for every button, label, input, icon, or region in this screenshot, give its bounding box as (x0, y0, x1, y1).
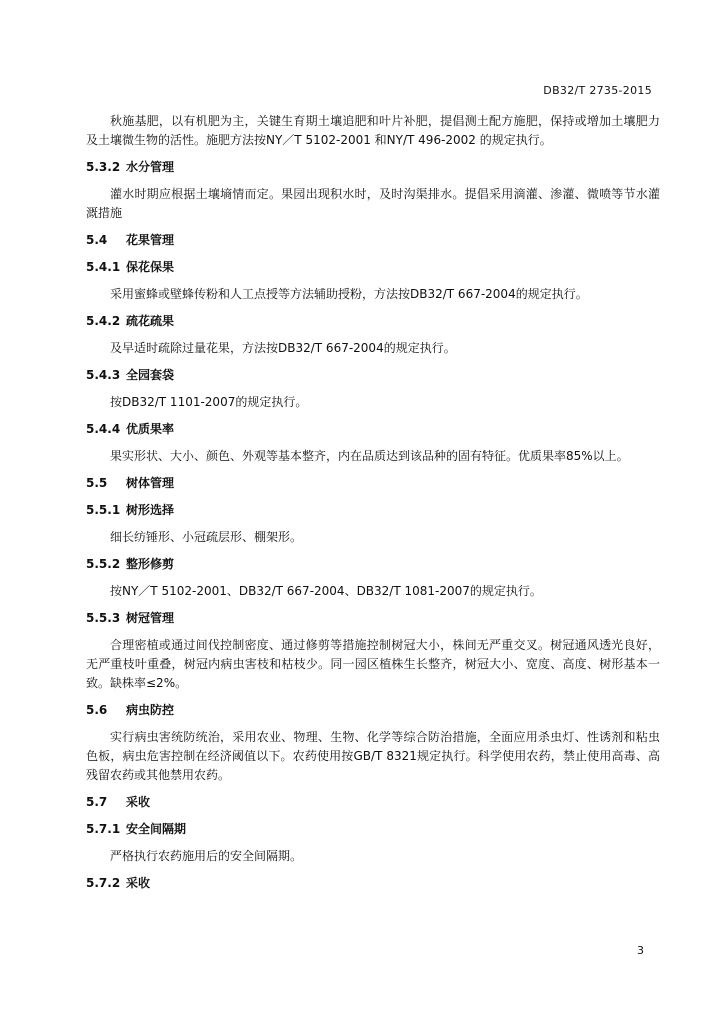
section-heading (86, 420, 660, 439)
section-heading (86, 366, 660, 385)
section-title: 保花保果 (126, 260, 175, 274)
section-title: 采收 (126, 876, 151, 890)
section-title: 树冠管理 (126, 611, 175, 625)
paragraph: 秋施基肥，以有机肥为主，关键生育期土壤追肥和叶片补肥，提倡测土配方施肥，保持或增加土壤肥力及土壤微生物的活性。施肥方法按NY／T 5102-2001 和NY/T 496-2002 的规定执行。 (86, 114, 660, 147)
paragraph: 按NY／T 5102-2001、DB32/T 667-2004、DB32/T 1081-2007的规定执行。 (110, 584, 542, 598)
section-heading (86, 312, 660, 331)
section-heading (86, 874, 660, 893)
paragraph: 灌水时期应根据土壤墒情而定。果园出现积水时，及时沟渠排水。提倡采用滴灌、渗灌、微喷等节水灌溉措施 (86, 187, 660, 220)
section-title: 整形修剪 (126, 557, 175, 571)
section-number: 5.6 (86, 703, 108, 717)
section-title: 优质果率 (126, 422, 175, 436)
section-number: 5.5 (86, 476, 108, 490)
paragraph: 采用蜜蜂或壁蜂传粉和人工点授等方法辅助授粉，方法按DB32/T 667-2004的规定执行。 (110, 287, 588, 301)
section-heading (86, 793, 660, 812)
section-heading (86, 474, 660, 493)
paragraph: 及早适时疏除过量花果，方法按DB32/T 667-2004的规定执行。 (110, 341, 456, 355)
document-code: DB32/T 2735-2015 (543, 84, 652, 97)
section-number: 5.7 (86, 795, 108, 809)
paragraph: 严格执行农药施用后的安全间隔期。 (110, 849, 303, 863)
section-title: 水分管理 (126, 160, 175, 174)
section-number: 5.5.1 (86, 503, 121, 517)
section-number: 5.4.4 (86, 422, 121, 436)
section-number: 5.4.1 (86, 260, 121, 274)
section-title: 花果管理 (126, 233, 175, 247)
section-heading (86, 701, 660, 720)
paragraph: 按DB32/T 1101-2007的规定执行。 (110, 395, 308, 409)
section-title: 安全间隔期 (126, 822, 187, 836)
section-number: 5.5.3 (86, 611, 121, 625)
section-heading (86, 231, 660, 250)
paragraph: 合理密植或通过间伐控制密度、通过修剪等措施控制树冠大小，株间无严重交叉。树冠通风透光良好，无严重枝叶重叠，树冠内病虫害枝和枯枝少。同一园区植株生长整齐，树冠大小、宽度、高度、树形基本一致。缺株率≤2%。 (86, 638, 660, 690)
section-heading (86, 609, 660, 628)
section-title: 病虫防控 (126, 703, 175, 717)
document-body (86, 112, 660, 901)
paragraph: 实行病虫害统防统治，采用农业、物理、生物、化学等综合防治措施，全面应用杀虫灯、性诱剂和粘虫色板，病虫危害控制在经济阈值以下。农药使用按GB/T 8321规定执行。科学使用农药，禁止使用高毒、高残留农药或其他禁用农药。 (86, 730, 660, 782)
section-number: 5.3.2 (86, 160, 121, 174)
section-title: 树体管理 (126, 476, 175, 490)
section-number: 5.4 (86, 233, 108, 247)
section-number: 5.7.1 (86, 822, 121, 836)
section-number: 5.5.2 (86, 557, 121, 571)
section-title: 全园套袋 (126, 368, 175, 382)
paragraph: 细长纺锤形、小冠疏层形、棚架形。 (110, 530, 303, 544)
section-heading (86, 501, 660, 520)
section-number: 5.4.2 (86, 314, 121, 328)
section-heading (86, 820, 660, 839)
section-heading (86, 258, 660, 277)
section-title: 树形选择 (126, 503, 175, 517)
section-title: 疏花疏果 (126, 314, 175, 328)
section-title: 采收 (126, 795, 151, 809)
section-number: 5.4.3 (86, 368, 121, 382)
section-heading (86, 555, 660, 574)
section-heading (86, 158, 660, 177)
paragraph: 果实形状、大小、颜色、外观等基本整齐，内在品质达到该品种的固有特征。优质果率85%以上。 (110, 449, 629, 463)
section-number: 5.7.2 (86, 876, 121, 890)
page-number: 3 (637, 944, 644, 957)
